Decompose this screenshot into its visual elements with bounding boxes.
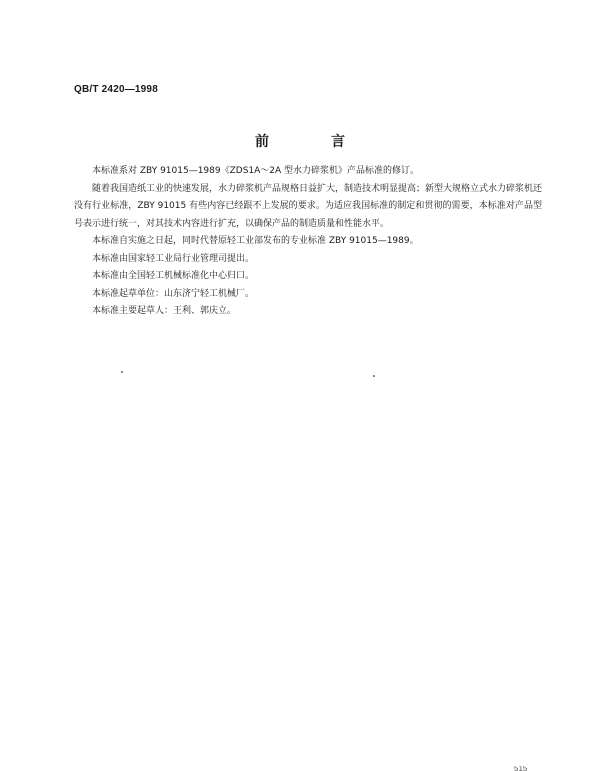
- foreword-body: [74, 163, 542, 321]
- paragraph-revision-note: 本标准系对 ZBY 91015—1989《ZDS1A～2A 型水力碎浆机》产品标准的修订。: [92, 166, 420, 176]
- paragraph-replacement: 本标准自实施之日起，同时代替原轻工业部发布的专业标准 ZBY 91015—1989。: [92, 236, 419, 246]
- paragraph-centralizer: 本标准由全国轻工机械标准化中心归口。: [92, 271, 255, 281]
- scan-speck: [121, 371, 123, 373]
- standard-code: QB/T 2420—1998: [74, 84, 158, 95]
- paragraph-drafters: 本标准主要起草人：王利、郭庆立。: [92, 306, 237, 316]
- page-title: 前 言: [255, 134, 369, 150]
- paragraph-background: 随着我国造纸工业的快速发展，水力碎浆机产品规格日益扩大，制造技术明显提高；新型大规格立式水力碎浆机还没有行业标准，ZBY 91015 有些内容已经跟不上发展的要求。为适应我国标准的制定和贯彻的需要，本标准对产品型号表示进行统一，对其技术内容进行扩充，以确保产品的制造质量和性能水平。: [74, 183, 543, 229]
- paragraph-proposer: 本标准由国家轻工业局行业管理司提出。: [92, 253, 255, 264]
- scan-speck: [373, 375, 375, 377]
- paragraph-drafting-unit: 本标准起草单位：山东济宁轻工机械厂。: [92, 288, 255, 299]
- page-number: 515: [514, 766, 528, 771]
